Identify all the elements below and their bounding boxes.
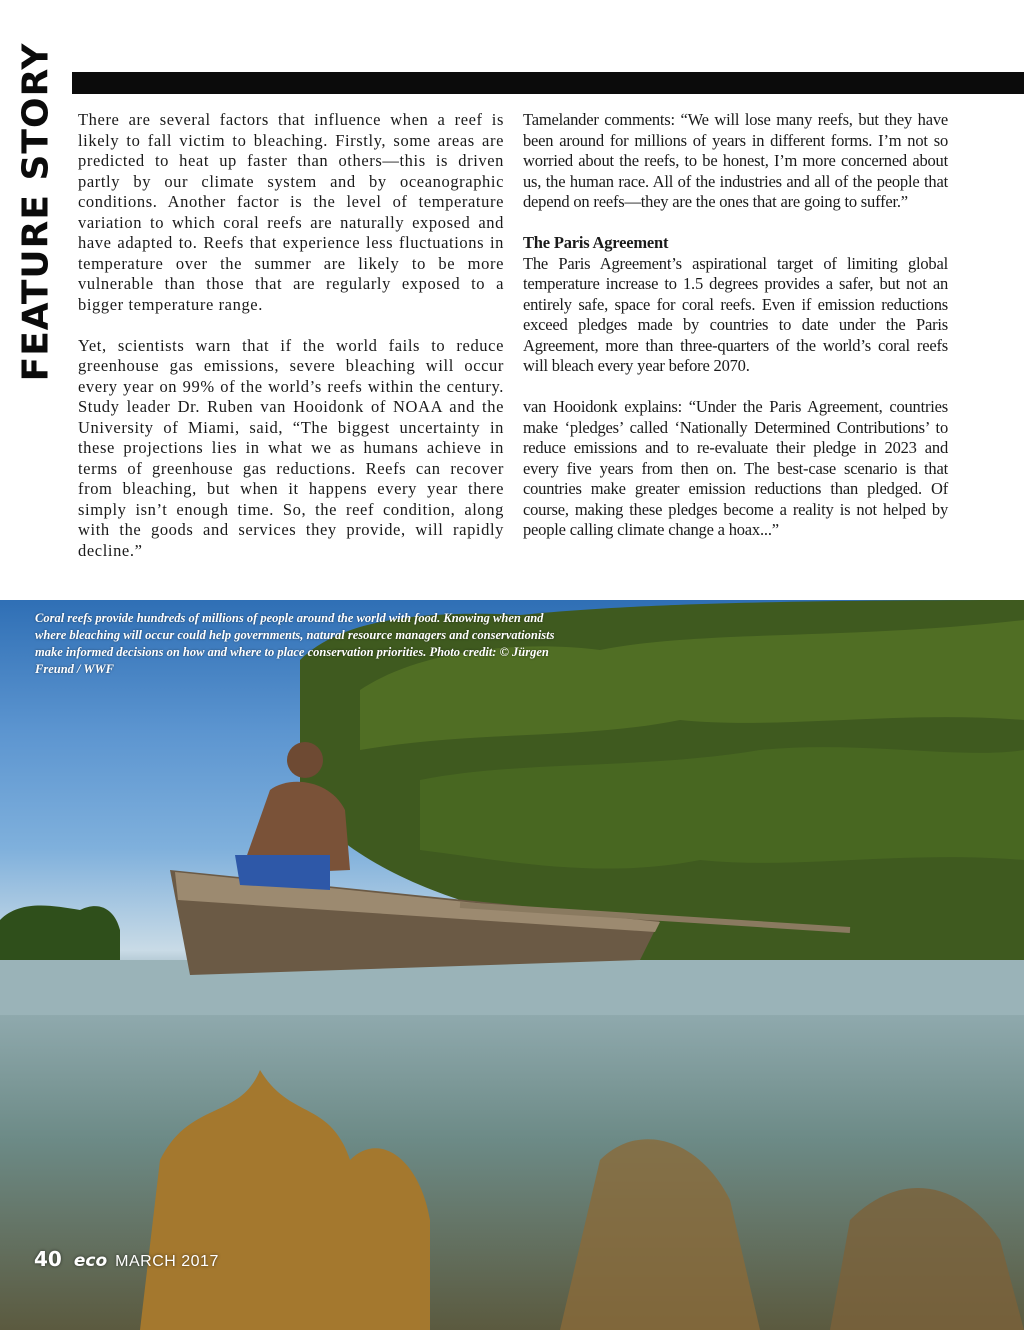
left-column bbox=[78, 110, 504, 582]
right-column bbox=[523, 110, 948, 561]
left-paragraph-1: There are several factors that influence when a reef is likely to fall victim to bleaching. Firstly, some areas are predicted to heat up faster than others—this is driven partly by our climate system and by oceanographic conditions. Another factor is the level of temperature variation to which coral reefs are naturally exposed and have adapted to. Reefs that experience less fluctuations in temperature over the summer are likely to be more vulnerable than those that are regularly exposed to a bigger temperature range. bbox=[78, 110, 504, 314]
page-footer bbox=[34, 1247, 219, 1271]
section-label bbox=[0, 0, 72, 390]
section-subheading: The Paris Agreement bbox=[523, 233, 669, 252]
photo-caption: Coral reefs provide hundreds of millions of people around the world with food. Knowing when and where bleaching will occur could help governments, natural resource managers and conservationists make informed decisions on how and where to place conservation priorities. Photo credit: © Jürgen Freund / WWF bbox=[35, 611, 555, 676]
page-number: 40 bbox=[34, 1247, 62, 1271]
section-label-text: FEATURE STORY bbox=[15, 42, 57, 382]
magazine-name: eco bbox=[73, 1251, 108, 1271]
right-paragraph-intro: Tamelander comments: “We will lose many reefs, but they have been around for millions of years in different forms. I’m not so worried about the reefs, to be honest, I’m more concerned about us, the human race. All of the industries and all of the people that depend on reefs—they are the ones that are going to suffer.” bbox=[523, 110, 948, 211]
right-paragraph-hooidonk: van Hooidonk explains: “Under the Paris Agreement, countries make ‘pledges’ called ‘Nationally Determined Contributions’ to reduce emissions and to re-evaluate their pledge in 2023 and every five years from then on. The best-case scenario is that countries make greater emission reductions than pledged. Of course, making these pledges become a reality is not helped by people calling climate change a hoax...” bbox=[523, 397, 948, 539]
header-rule bbox=[0, 72, 1024, 94]
right-paragraph-paris: The Paris Agreement’s aspirational target of limiting global temperature increase to 1.5 degrees provides a safer, but not an entirely safe, space for coral reefs. Even if emission reductions exceed pledges made by countries to date under the Paris Agreement, more than three-quarters of the world’s coral reefs will bleach every year before 2070. bbox=[523, 253, 948, 375]
reef-photo bbox=[0, 600, 1024, 1330]
reef-photo-illustration bbox=[0, 600, 1024, 1330]
left-paragraph-2: Yet, scientists warn that if the world fails to reduce greenhouse gas emissions, severe bleaching will occur every year on 99% of the world’s reefs within the century. Study leader Dr. Ruben van Hooidonk of NOAA and the University of Miami, said, “The biggest uncertainty in these projections lies in what we as humans achieve in terms of greenhouse gas reductions. Reefs can recover from bleaching, but when it happens every year there simply isn’t enough time. So, the reef condition, along with the goods and services they provide, will rapidly decline.” bbox=[78, 335, 504, 560]
issue-date: MARCH 2017 bbox=[115, 1253, 219, 1270]
